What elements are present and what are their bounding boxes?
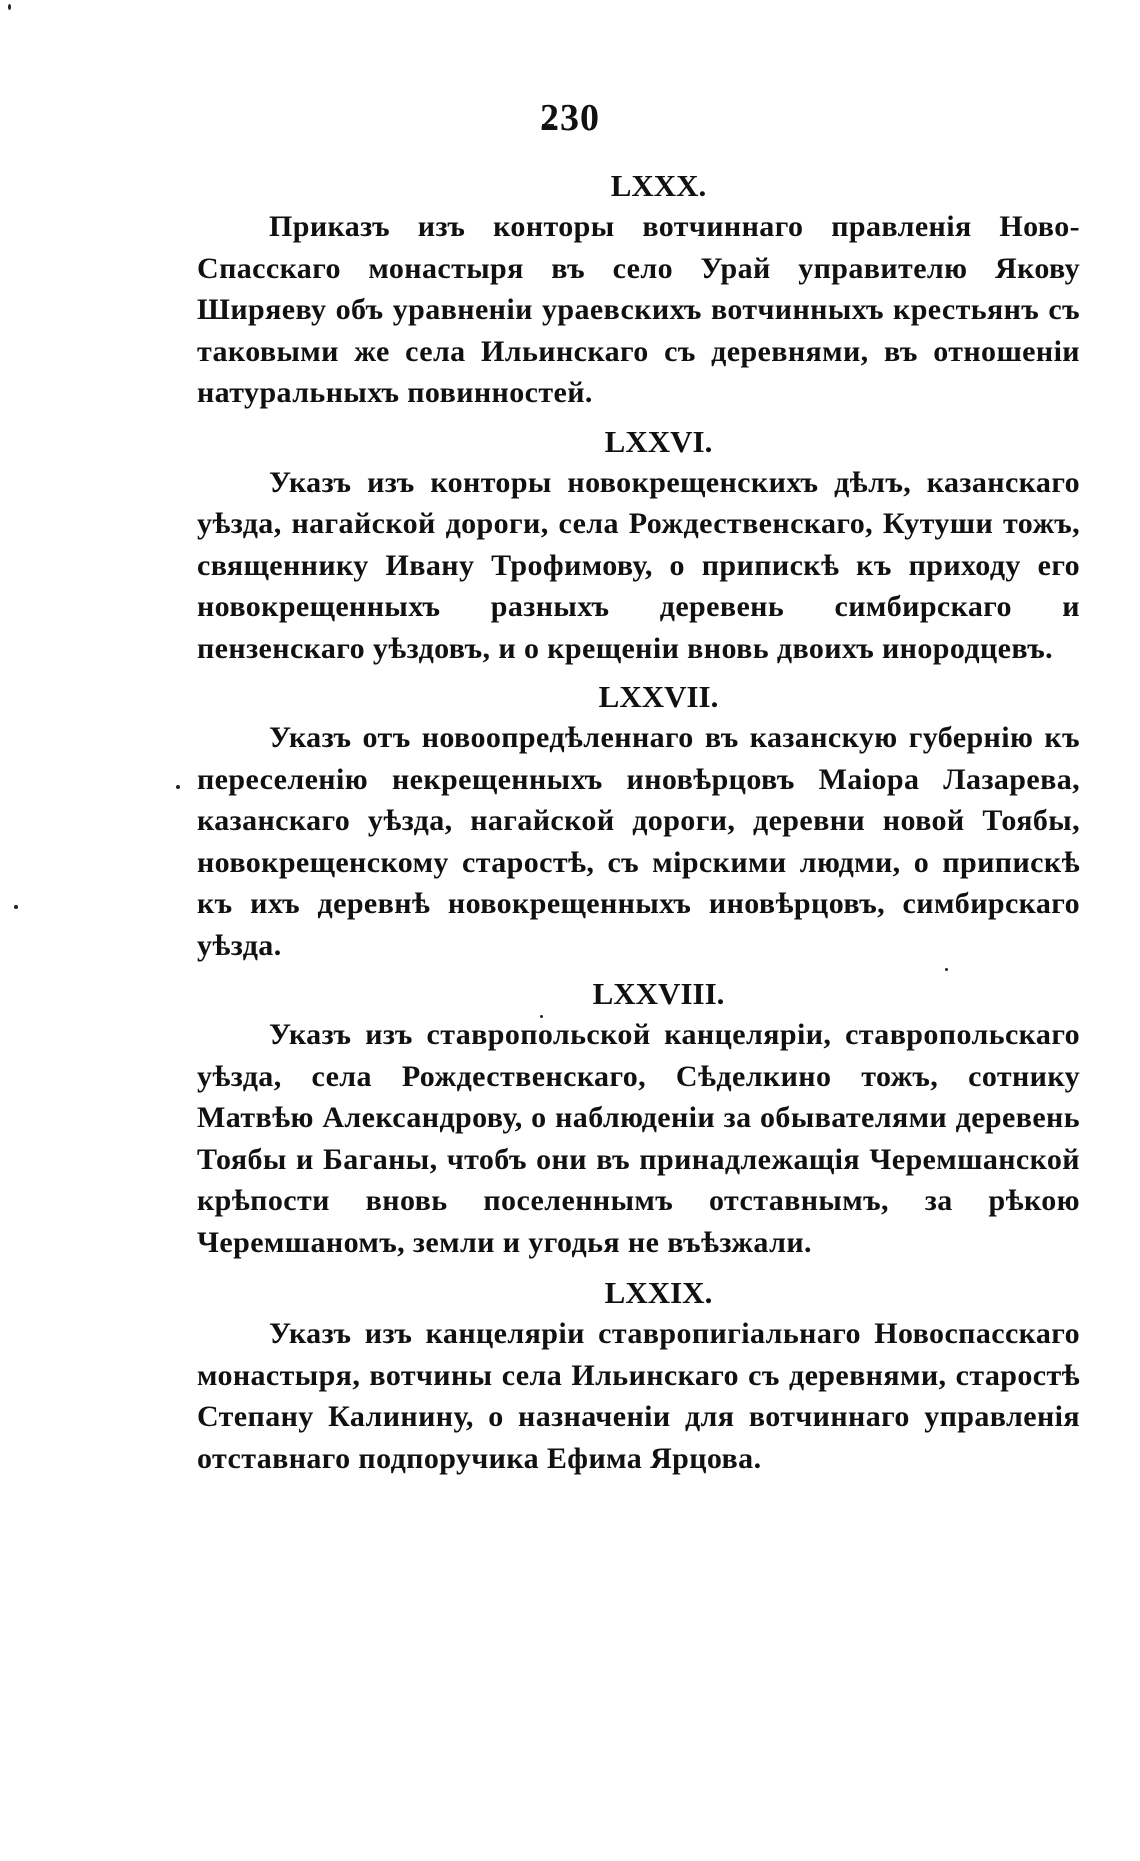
entry — [197, 422, 1080, 670]
entry-text: Указъ изъ конторы новокрещенскихъ дѣлъ, казанскаго уѣзда, нагайской дороги, села Рождественскаго, Кутуши тожъ, священнику Ивану Трофимову, о припискѣ къ приходу его новокрещенныхъ разныхъ деревень симбирскаго и пензенскаго уѣздовъ, и о крещеніи вновь двоихъ инородцевъ. — [197, 465, 1080, 665]
entry-number: LXXX. — [610, 168, 707, 203]
entry — [197, 1273, 1080, 1479]
page-number: 230 — [540, 97, 600, 139]
ink-speck — [8, 4, 11, 10]
entry-number: LXXIX. — [604, 1275, 713, 1310]
entry-number: LXXVIII. — [592, 976, 725, 1011]
ink-speck — [14, 905, 18, 909]
text-column — [197, 166, 1080, 1487]
ink-speck — [176, 785, 180, 789]
entry-number: LXXVII. — [598, 679, 719, 714]
entry-text: Приказъ изъ конторы вотчиннаго правленія Ново-Спасскаго монастыря въ село Урай управителю Якову Ширяеву объ уравненіи ураевскихъ вотчинныхъ крестьянъ съ таковыми же села Ильинскаго съ деревнями, въ отношеніи натуральныхъ повинностей. — [197, 210, 1080, 409]
entry — [197, 974, 1080, 1263]
entry — [197, 677, 1080, 966]
entry-text: Указъ изъ канцеляріи ставропигіальнаго Новоспасскаго монастыря, вотчины села Ильинскаго съ деревнями, старостѣ Степану Калинину, о назначеніи для вотчиннаго управленія отставнаго подпоручика Ефима Ярцова. — [197, 1317, 1080, 1475]
entry-text: Указъ изъ ставропольской канцеляріи, ставропольскаго уѣзда, села Рождественскаго, Сѣделкино тожъ, сотнику Матвѣю Александрову, о наблюденіи за обывателями деревень Тоябы и Баганы, чтобъ они въ принадлежащія Черемшанской крѣпости вновь поселеннымъ отставнымъ, за рѣкою Черемшаномъ, земли и угодья не въѣзжали. — [197, 1018, 1080, 1259]
entry-number: LXXVI. — [604, 423, 713, 459]
entry-text: Указъ отъ новоопредѣленнаго въ казанскую губернію къ переселенію некрещенныхъ иновѣрцовъ Маіора Лазарева, казанскаго уѣзда, нагайской дороги, деревни новой Тоябы, новокрещенскому старостѣ, съ мірскими людми, о припискѣ къ ихъ деревнѣ новокрещенныхъ иновѣрцовъ, симбирскаго уѣзда. — [197, 721, 1080, 962]
entry — [197, 166, 1080, 414]
